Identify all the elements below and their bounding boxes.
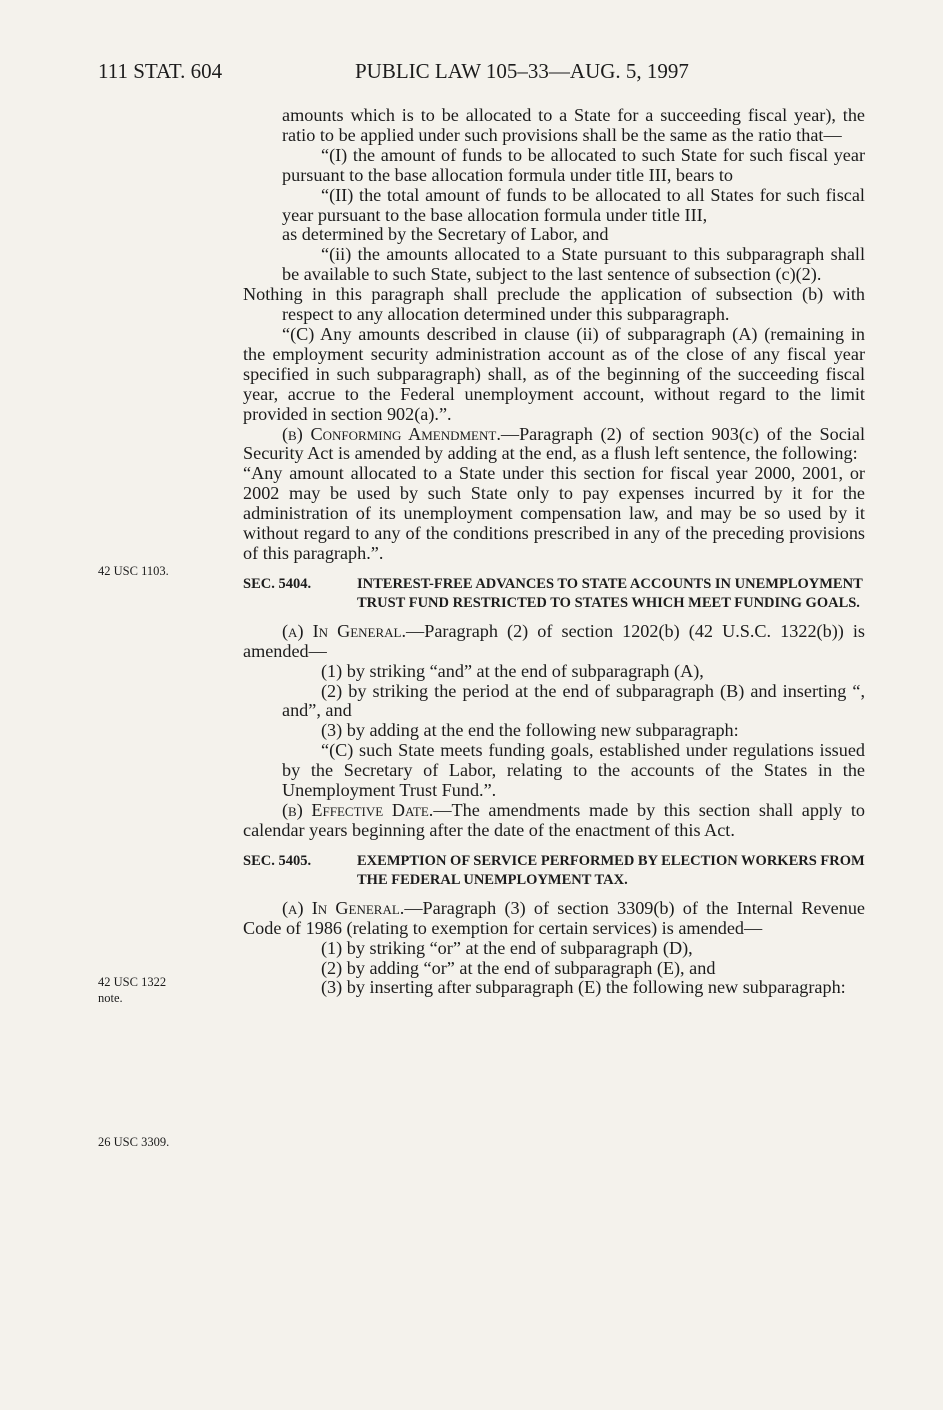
- paragraph: (3) by adding at the end the following new subparagraph:: [321, 720, 739, 741]
- section-title: INTEREST-FREE ADVANCES TO STATE ACCOUNTS IN UNEMPLOYMENT TRUST FUND RESTRICTED TO STATES WHICH MEET FUNDING GOALS.: [357, 575, 863, 611]
- section-title: EXEMPTION OF SERVICE PERFORMED BY ELECTION WORKERS FROM THE FEDERAL UNEMPLOYMENT TAX.: [357, 852, 865, 888]
- paragraph: as determined by the Secretary of Labor, and: [282, 224, 609, 245]
- paragraph: (2) by adding “or” at the end of subparagraph (E), and: [321, 957, 716, 978]
- margin-note-line: note.: [98, 991, 123, 1005]
- paragraph: (1) by striking “and” at the end of subparagraph (A),: [321, 660, 704, 681]
- subsection-text: —Paragraph (2) of section 1202(b) (42 U.S.C. 1322(b)) is amended—: [243, 620, 866, 661]
- section-heading-5405: [243, 852, 865, 890]
- law-title: PUBLIC LAW 105–33—AUG. 5, 1997: [355, 59, 689, 83]
- paragraph: “(C) such State meets funding goals, established under regulations issued by the Secretary of Labor, relating to the accounts of the States in the Unemployment Trust Fund.”.: [282, 740, 865, 801]
- page-citation: 111 STAT. 604: [98, 59, 223, 83]
- paragraph: (3) by inserting after subparagraph (E) the following new subparagraph:: [321, 977, 846, 998]
- paragraph: Nothing in this paragraph shall preclude the application of subsection (b) with respect to any allocation determined under this subparagraph.: [243, 284, 865, 325]
- paragraph: [243, 801, 865, 841]
- paragraph: “Any amount allocated to a State under this section for fiscal year 2000, 2001, or 2002 may be used by such State only to pay expenses incurred by it for the administration of its unemployment compensation law, and may be so used by it without regard to any of the conditions prescribed in any of the preceding provisions of this paragraph.”.: [243, 463, 865, 563]
- subsection-text: —The amendments made by this section shall apply to calendar years beginning after the date of the enactment of this Act.: [243, 800, 865, 840]
- margin-note-42-usc-1322: [98, 974, 166, 1006]
- paragraph: (1) by striking “or” at the end of subparagraph (D),: [321, 937, 693, 958]
- subsection-heading: (b) Effective Date.: [282, 800, 434, 820]
- paragraph: [243, 622, 865, 662]
- subsection-text: —Paragraph (3) of section 3309(b) of the Internal Revenue Code of 1986 (relating to exemption for certain services) is amended—: [243, 897, 866, 938]
- paragraph: (2) by striking the period at the end of subparagraph (B) and inserting “, and”, and: [282, 680, 865, 721]
- body-text: [243, 106, 865, 998]
- section-number: SEC. 5405.: [243, 852, 312, 869]
- paragraph: [243, 899, 865, 939]
- section-heading-5404: [243, 575, 865, 613]
- margin-note-42-usc-1103: 42 USC 1103.: [98, 564, 169, 578]
- subsection-text: —Paragraph (2) of section 903(c) of the Social Security Act is amended by adding at the end, as a flush left sentence, the following:: [243, 423, 865, 464]
- margin-note-26-usc-3309: 26 USC 3309.: [98, 1135, 170, 1149]
- paragraph: “(ii) the amounts allocated to a State pursuant to this subparagraph shall be available to such State, subject to the last sentence of subsection (c)(2).: [282, 244, 865, 285]
- running-head: [98, 58, 848, 84]
- section-number: SEC. 5404.: [243, 575, 312, 592]
- paragraph: [243, 425, 865, 465]
- paragraph: “(II) the total amount of funds to be allocated to all States for such fiscal year pursuant to the base allocation formula under title III,: [282, 184, 865, 225]
- subsection-heading: (a) In General.: [282, 897, 405, 918]
- margin-note-line: 42 USC 1322: [98, 975, 167, 989]
- subsection-heading: (b) Conforming Amendment.: [282, 423, 501, 444]
- paragraph: amounts which is to be allocated to a State for a succeeding fiscal year), the ratio to be applied under such provisions shall be the same as the ratio that—: [282, 105, 865, 145]
- subsection-heading: (a) In General.: [282, 620, 407, 641]
- paragraph: “(I) the amount of funds to be allocated to such State for such fiscal year pursuant to the base allocation formula under title III, bears to: [282, 144, 865, 185]
- paragraph: “(C) Any amounts described in clause (ii) of subparagraph (A) (remaining in the employment security administration account as of the close of any fiscal year specified in such subparagraph) shall, as of the beginning of the succeeding fiscal year, accrue to the Federal unemployment account, without regard to the limit provided in section 902(a).”.: [243, 323, 865, 424]
